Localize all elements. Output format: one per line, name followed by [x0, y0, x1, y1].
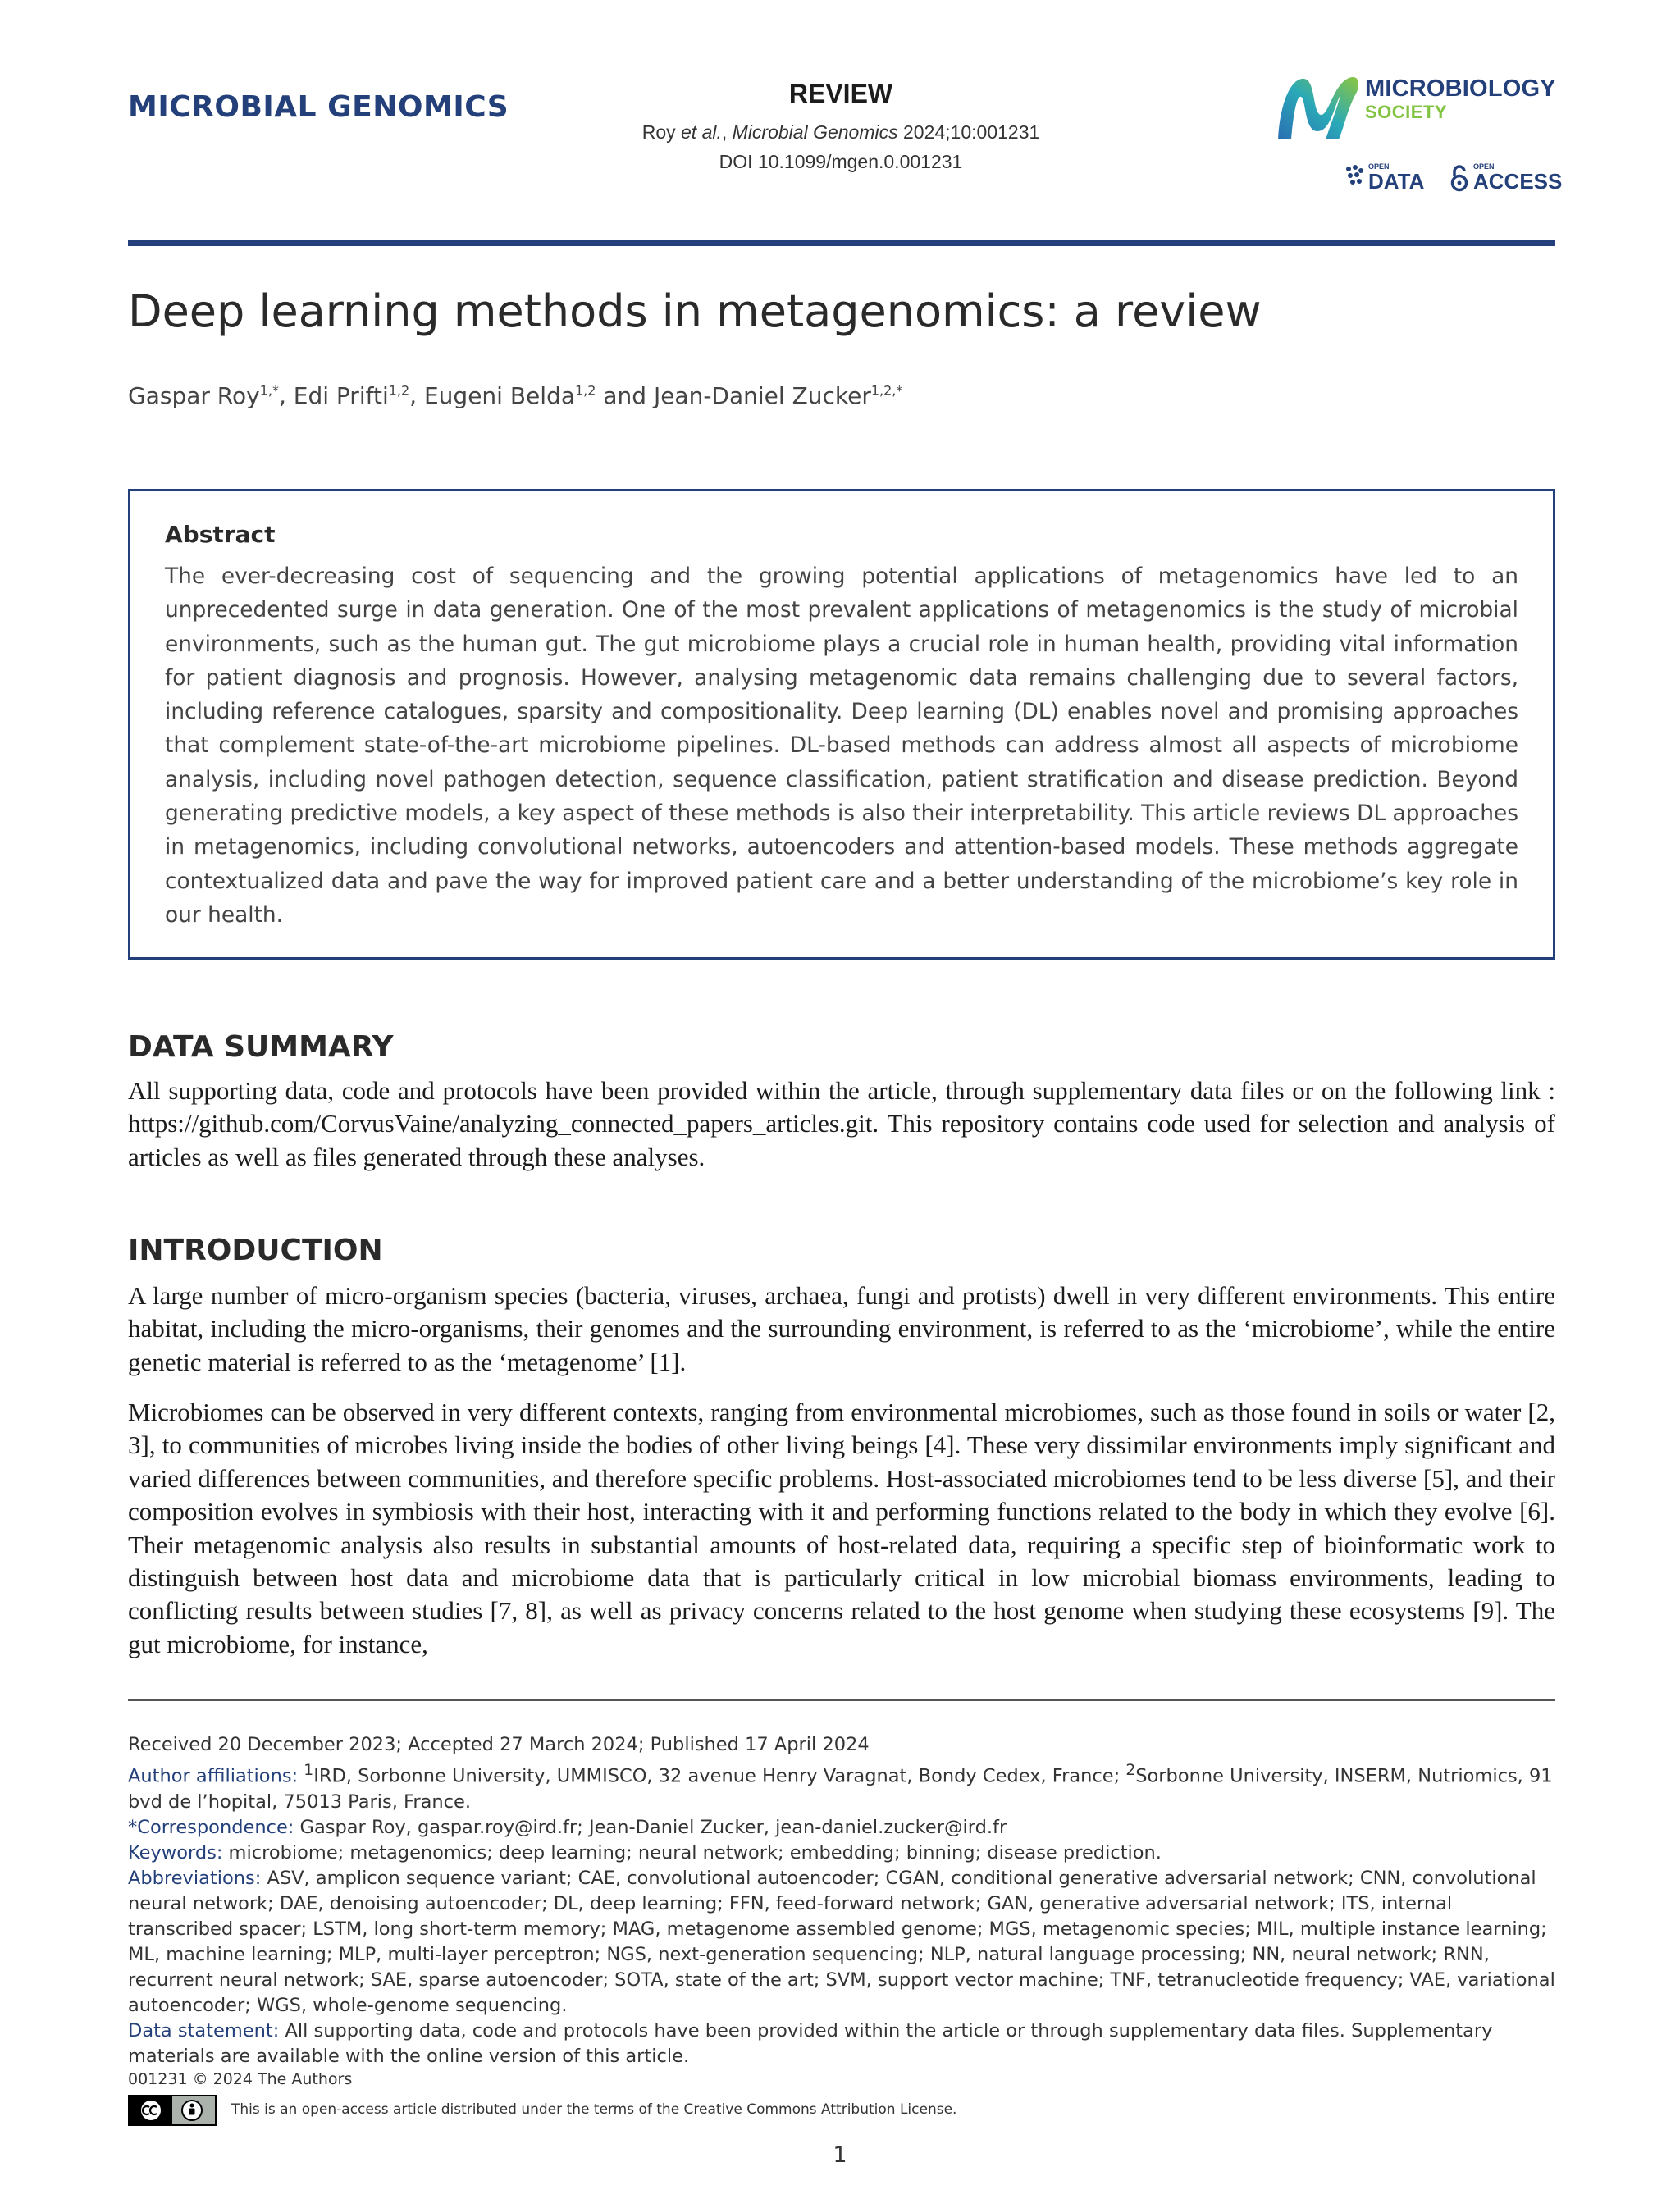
author-separator: and — [596, 382, 654, 409]
article-title: Deep learning methods in metagenomics: a review — [128, 285, 1262, 337]
footnote-rule — [128, 1699, 1555, 1701]
open-access-lock-icon — [1450, 164, 1468, 192]
microbiology-society-logo — [1273, 71, 1556, 144]
intro-paragraph: Microbiomes can be observed in very different contexts, ranging from environmental microbiomes, such as those found in soils or water [2, 3], to communities of microbes living inside the bodies of other living beings [4]. These very dissimilar environments imply significant and varied differences between communities, and therefore specific problems. Host-associated microbiomes tend to be less diverse [5], and their composition evolves in symbiosis with their host, interacting with it and performing functions related to the body in which they evolve [6]. Their metagenomic analysis also results in substantial amounts of host-related data, requiring a specific step of bioinformatic work to distinguish between host data and microbiome data that is particularly critical in low microbial biomass environments, leading to conflicting results between studies [7, 8], as well as privacy concerns related to the host genome when studying these ecosystems [9]. The gut microbiome, for instance, — [128, 1398, 1555, 1658]
cc-by-icon[interactable] — [128, 2095, 217, 2126]
author-affiliations — [128, 1758, 1555, 1815]
author-name: Eugeni Belda — [423, 382, 575, 409]
keywords-label: Keywords: — [128, 1841, 223, 1864]
abbreviations-text: ASV, amplicon sequence variant; CAE, convolutional autoencoder; CGAN, conditional generative adversarial network; CNN, convolutional neural network; DAE, denoising autoencoder; DL, deep learning; FFN, feed-forward network; GAN, generative adversarial network; ITS, internal transcribed spacer; LSTM, long short-term memory; MAG, metagenome assembled genome; MGS, metagenomic species; MIL, multiple instance learning; ML, machine learning; MLP, multi-layer perceptron; NGS, next-generation sequencing; NLP, natural language processing; NN, neural network; RNN, recurrent neural network; SAE, sparse autoencoder; SOTA, state of the art; SVM, support vector machine; TNF, tetranucleotide frequency; VAE, variational autoencoder; WGS, whole-genome sequencing. — [128, 1867, 1555, 2016]
cc-circle-area — [130, 2096, 172, 2124]
society-logo-icon — [1273, 71, 1362, 144]
author-list — [128, 382, 902, 409]
author-separator: , — [278, 382, 294, 409]
citation-volume: 2024;10:001231 — [897, 121, 1040, 143]
abbreviations — [128, 1866, 1555, 2019]
author-separator: , — [409, 382, 424, 409]
copyright: 001231 © 2024 The Authors — [128, 2069, 353, 2088]
author-affiliation-sup: 1,2 — [388, 382, 410, 399]
open-data-small-label: OPEN — [1368, 162, 1390, 171]
data-statement-text: All supporting data, code and protocols have been provided within the article or through supplementary data files. Supplementary materials are available with the online version of this article. — [128, 2019, 1493, 2067]
abbreviations-label: Abbreviations: — [128, 1867, 262, 1889]
citation-journal: Microbial Genomics — [732, 121, 898, 143]
data-statement — [128, 2019, 1555, 2069]
journal-name: MICROBIAL GENOMICS — [128, 90, 509, 124]
intro-paragraph: A large number of micro-organism species (bacteria, viruses, archaea, fungi and protists) dwell in very different environments. This entire habitat, including the micro-organisms, their genomes and the surrounding environment, is referred to as the ‘microbiome’, while the entire genetic material is referred to as the ‘metagenome’ [1]. — [128, 1281, 1555, 1376]
publication-dates: Received 20 December 2023; Accepted 27 March 2024; Published 17 April 2024 — [128, 1734, 870, 1755]
open-access-label: ACCESS — [1473, 169, 1563, 194]
society-name-line2: SOCIETY — [1365, 102, 1448, 122]
footnotes — [128, 1732, 1555, 2089]
article-header-info — [525, 79, 1157, 176]
page-number: 1 — [833, 2142, 847, 2168]
author-name: Jean-Daniel Zucker — [653, 382, 871, 409]
author-name: Edi Prifti — [293, 382, 389, 409]
affiliation-sup: 1 — [304, 1762, 314, 1779]
data-summary-text: All supporting data, code and protocols have been provided within the article, through supplementary data files or on the following link : https://github.com/CorvusVaine/analyzing_connected_papers_articles.git. This repository contains code used for selection and analysis of articles as well as files generated through these analyses. — [128, 1076, 1555, 1171]
author-affiliation-sup: 1,* — [259, 382, 279, 399]
abstract-text: The ever-decreasing cost of sequencing and the growing potential applications of metagenomics have led to an unprecedented surge in data generation. One of the most prevalent applications of metagenomics is the study of microbial environments, such as the human gut. The gut microbiome plays a crucial role in human health, providing vital information for patient diagnosis and prognosis. However, analysing metagenomic data remains challenging due to several factors, including reference catalogues, sparsity and compositionality. Deep learning (DL) enables novel and promising approaches that complement state-of-the-art microbiome pipelines. DL-based methods can address almost all aspects of microbiome analysis, including novel pathogen detection, sequence classification, patient stratification and disease prediction. Beyond generating predictive models, a key aspect of these methods is also their interpretability. This article reviews DL approaches in metagenomics, including convolutional networks, autoencoders and attention-based models. These methods aggregate contextualized data and pave the way for improved patient care and a better understanding of the microbiome’s key role in our health. — [165, 563, 1518, 928]
citation-etal: et al. — [681, 121, 722, 143]
affiliation-text: Sorbonne University, INSERM, Nutriomics, 91 bvd de l’hopital, 75013 Paris, France. — [128, 1765, 1553, 1813]
by-person-icon — [180, 2099, 203, 2122]
citation: Roy et al., Microbial Genomics 2024;10:001231 — [641, 121, 1040, 143]
doi[interactable]: DOI 10.1099/mgen.0.001231 — [719, 151, 963, 172]
open-access-badge[interactable] — [1450, 161, 1563, 194]
introduction-heading: INTRODUCTION — [128, 1234, 383, 1267]
data-summary-heading: DATA SUMMARY — [128, 1030, 394, 1064]
license-text: This is an open-access article distributed under the terms of the Creative Commons Attribution License. — [231, 2101, 957, 2118]
article-type: REVIEW — [788, 79, 893, 108]
abstract-box — [128, 489, 1555, 960]
header-rule — [128, 240, 1555, 246]
data-statement-label: Data statement: — [128, 2019, 280, 2041]
affiliations-label: Author affiliations: — [128, 1765, 299, 1787]
cc-logo-icon — [130, 2096, 172, 2124]
open-badges — [1345, 161, 1563, 194]
author-name: Gaspar Roy — [128, 382, 260, 409]
society-name-line1: MICROBIOLOGY — [1365, 75, 1556, 102]
abstract-heading: Abstract — [165, 521, 276, 548]
affiliation-sup: 2 — [1125, 1762, 1136, 1779]
author-affiliation-sup: 1,2 — [575, 382, 596, 399]
open-data-label: DATA — [1368, 169, 1425, 194]
affiliation-text: IRD, Sorbonne University, UMMISCO, 32 avenue Henry Varagnat, Bondy Cedex, France; — [313, 1765, 1126, 1787]
correspondence-text: Gaspar Roy, gaspar.roy@ird.fr; Jean-Daniel Zucker, jean-daniel.zucker@ird.fr — [294, 1816, 1007, 1838]
citation-authors: Roy — [641, 121, 681, 143]
open-access-small-label: OPEN — [1473, 162, 1495, 171]
open-data-icon — [1345, 164, 1363, 189]
keywords-text: microbiome; metagenomics; deep learning; neural network; embedding; binning; disease prediction. — [222, 1841, 1162, 1864]
correspondence-label: *Correspondence: — [128, 1816, 294, 1838]
correspondence — [128, 1815, 1555, 1841]
open-data-badge[interactable] — [1345, 161, 1444, 194]
keywords — [128, 1841, 1555, 1866]
license — [128, 2095, 1555, 2128]
author-affiliation-sup: 1,2,* — [870, 382, 903, 399]
